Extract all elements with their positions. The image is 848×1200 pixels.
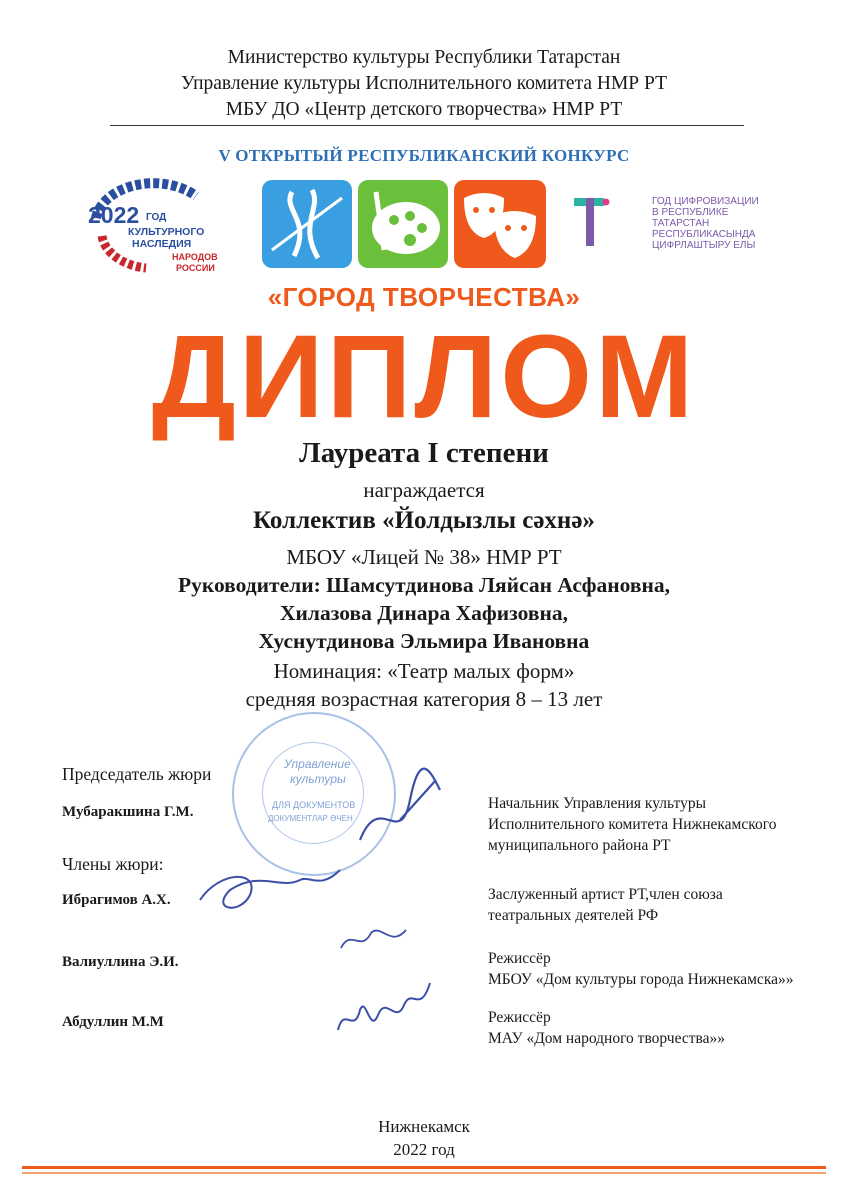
role-line: МБОУ «Дом культуры города Нижнекамска»» <box>488 971 794 988</box>
jury-member-role <box>488 884 723 926</box>
digitalization-logo-text <box>652 196 759 251</box>
digital-line-4: РЕСПУБЛИКАСЫНДА <box>652 229 756 240</box>
stamp-line-1: Управление <box>284 757 351 771</box>
theatre-tile <box>454 180 546 268</box>
heritage-word-cultural: КУЛЬТУРНОГО <box>128 226 205 238</box>
nomination: Номинация: «Театр малых форм» <box>273 659 575 683</box>
cultural-heritage-logo <box>84 176 216 276</box>
heritage-word-heritage: НАСЛЕДИЯ <box>132 238 192 250</box>
jury-member-role <box>488 793 776 856</box>
role-line: Режиссёр <box>488 1009 551 1026</box>
leaders-line-1: Руководители: Шамсутдинова Ляйсан Асфановна, <box>177 573 670 597</box>
music-tile <box>262 180 352 268</box>
heritage-word-peoples: НАРОДОВ <box>172 252 218 262</box>
jury-chair-label: Председатель жюри <box>62 764 212 784</box>
footer-stripe-light <box>22 1172 826 1174</box>
stamp-line-3: ДЛЯ ДОКУМЕНТОВ <box>272 800 356 810</box>
signature-chair-icon <box>340 760 450 860</box>
role-line: театральных деятелей РФ <box>488 907 659 924</box>
school-name: МБОУ «Лицей № 38» НМР РТ <box>286 545 562 569</box>
signature-abdullin-icon <box>330 975 440 1050</box>
role-line: Исполнительного комитета Нижнекамского <box>488 816 777 833</box>
footer-year: 2022 год <box>393 1140 455 1159</box>
laureate-degree: Лауреата I степени <box>299 437 549 469</box>
role-line: Режиссёр <box>488 950 551 967</box>
heritage-word-god: ГОД <box>146 212 167 223</box>
art-tile <box>358 180 448 268</box>
jury-member-role <box>488 948 794 990</box>
contest-name: «ГОРОД ТВОРЧЕСТВА» <box>267 282 581 312</box>
violin-icon <box>262 180 352 268</box>
stamp-line-4: ДОКУМЕНТЛАР ӨЧЕН <box>268 814 353 823</box>
heritage-year: 2022 <box>88 202 140 228</box>
signature-valiullina-icon <box>336 918 416 958</box>
contest-title: V ОТКРЫТЫЙ РЕСПУБЛИКАНСКИЙ КОНКУРС <box>218 146 630 165</box>
diploma-title: ДИПЛОМ <box>151 311 697 443</box>
digital-line-2: В РЕСПУБЛИКЕ <box>652 207 729 218</box>
heritage-word-russia: РОССИИ <box>176 263 215 273</box>
jury-member-name: Мубаракшина Г.М. <box>62 804 194 820</box>
awarded-label: награждается <box>363 478 485 502</box>
header-divider <box>110 125 744 126</box>
role-line: муниципального района РТ <box>488 837 671 854</box>
leaders-line-2: Хилазова Динара Хафизовна, <box>280 601 568 625</box>
palette-icon <box>358 180 448 268</box>
header-ministry: Министерство культуры Республики Татарстан <box>227 47 621 68</box>
footer-city: Нижнекамск <box>378 1117 470 1136</box>
digital-line-1: ГОД ЦИФРОВИЗАЦИИ <box>652 196 759 207</box>
digital-line-5: ЦИФРЛАШТЫРУ ЕЛЫ <box>652 240 756 251</box>
recipient-name: Коллектив «Йолдызлы сәхнә» <box>253 507 595 534</box>
jury-member-name: Ибрагимов А.Х. <box>62 892 171 908</box>
jury-members-label: Члены жюри: <box>62 854 164 874</box>
role-line: Начальник Управления культуры <box>488 795 706 812</box>
digitalization-logo-mark <box>572 194 610 250</box>
header-organization: МБУ ДО «Центр детского творчества» НМР РТ <box>225 99 623 120</box>
digital-line-3: ТАТАРСТАН <box>652 218 710 229</box>
stamp-line-2: культуры <box>290 772 346 786</box>
jury-member-role <box>488 1007 725 1049</box>
age-category: средняя возрастная категория 8 – 13 лет <box>245 687 603 711</box>
signature-ibragimov-icon <box>190 850 350 920</box>
theatre-masks-icon <box>454 180 546 268</box>
role-line: МАУ «Дом народного творчества»» <box>488 1030 725 1047</box>
leaders-line-3: Хуснутдинова Эльмира Ивановна <box>258 629 590 653</box>
jury-member-name: Валиуллина Э.И. <box>62 954 179 970</box>
footer-stripe-orange <box>22 1166 826 1169</box>
header-department: Управление культуры Исполнительного комитета НМР РТ <box>180 73 667 94</box>
jury-member-name: Абдуллин М.М <box>62 1014 164 1030</box>
t-letter-icon <box>572 194 612 250</box>
role-line: Заслуженный артист РТ,член союза <box>488 886 723 903</box>
